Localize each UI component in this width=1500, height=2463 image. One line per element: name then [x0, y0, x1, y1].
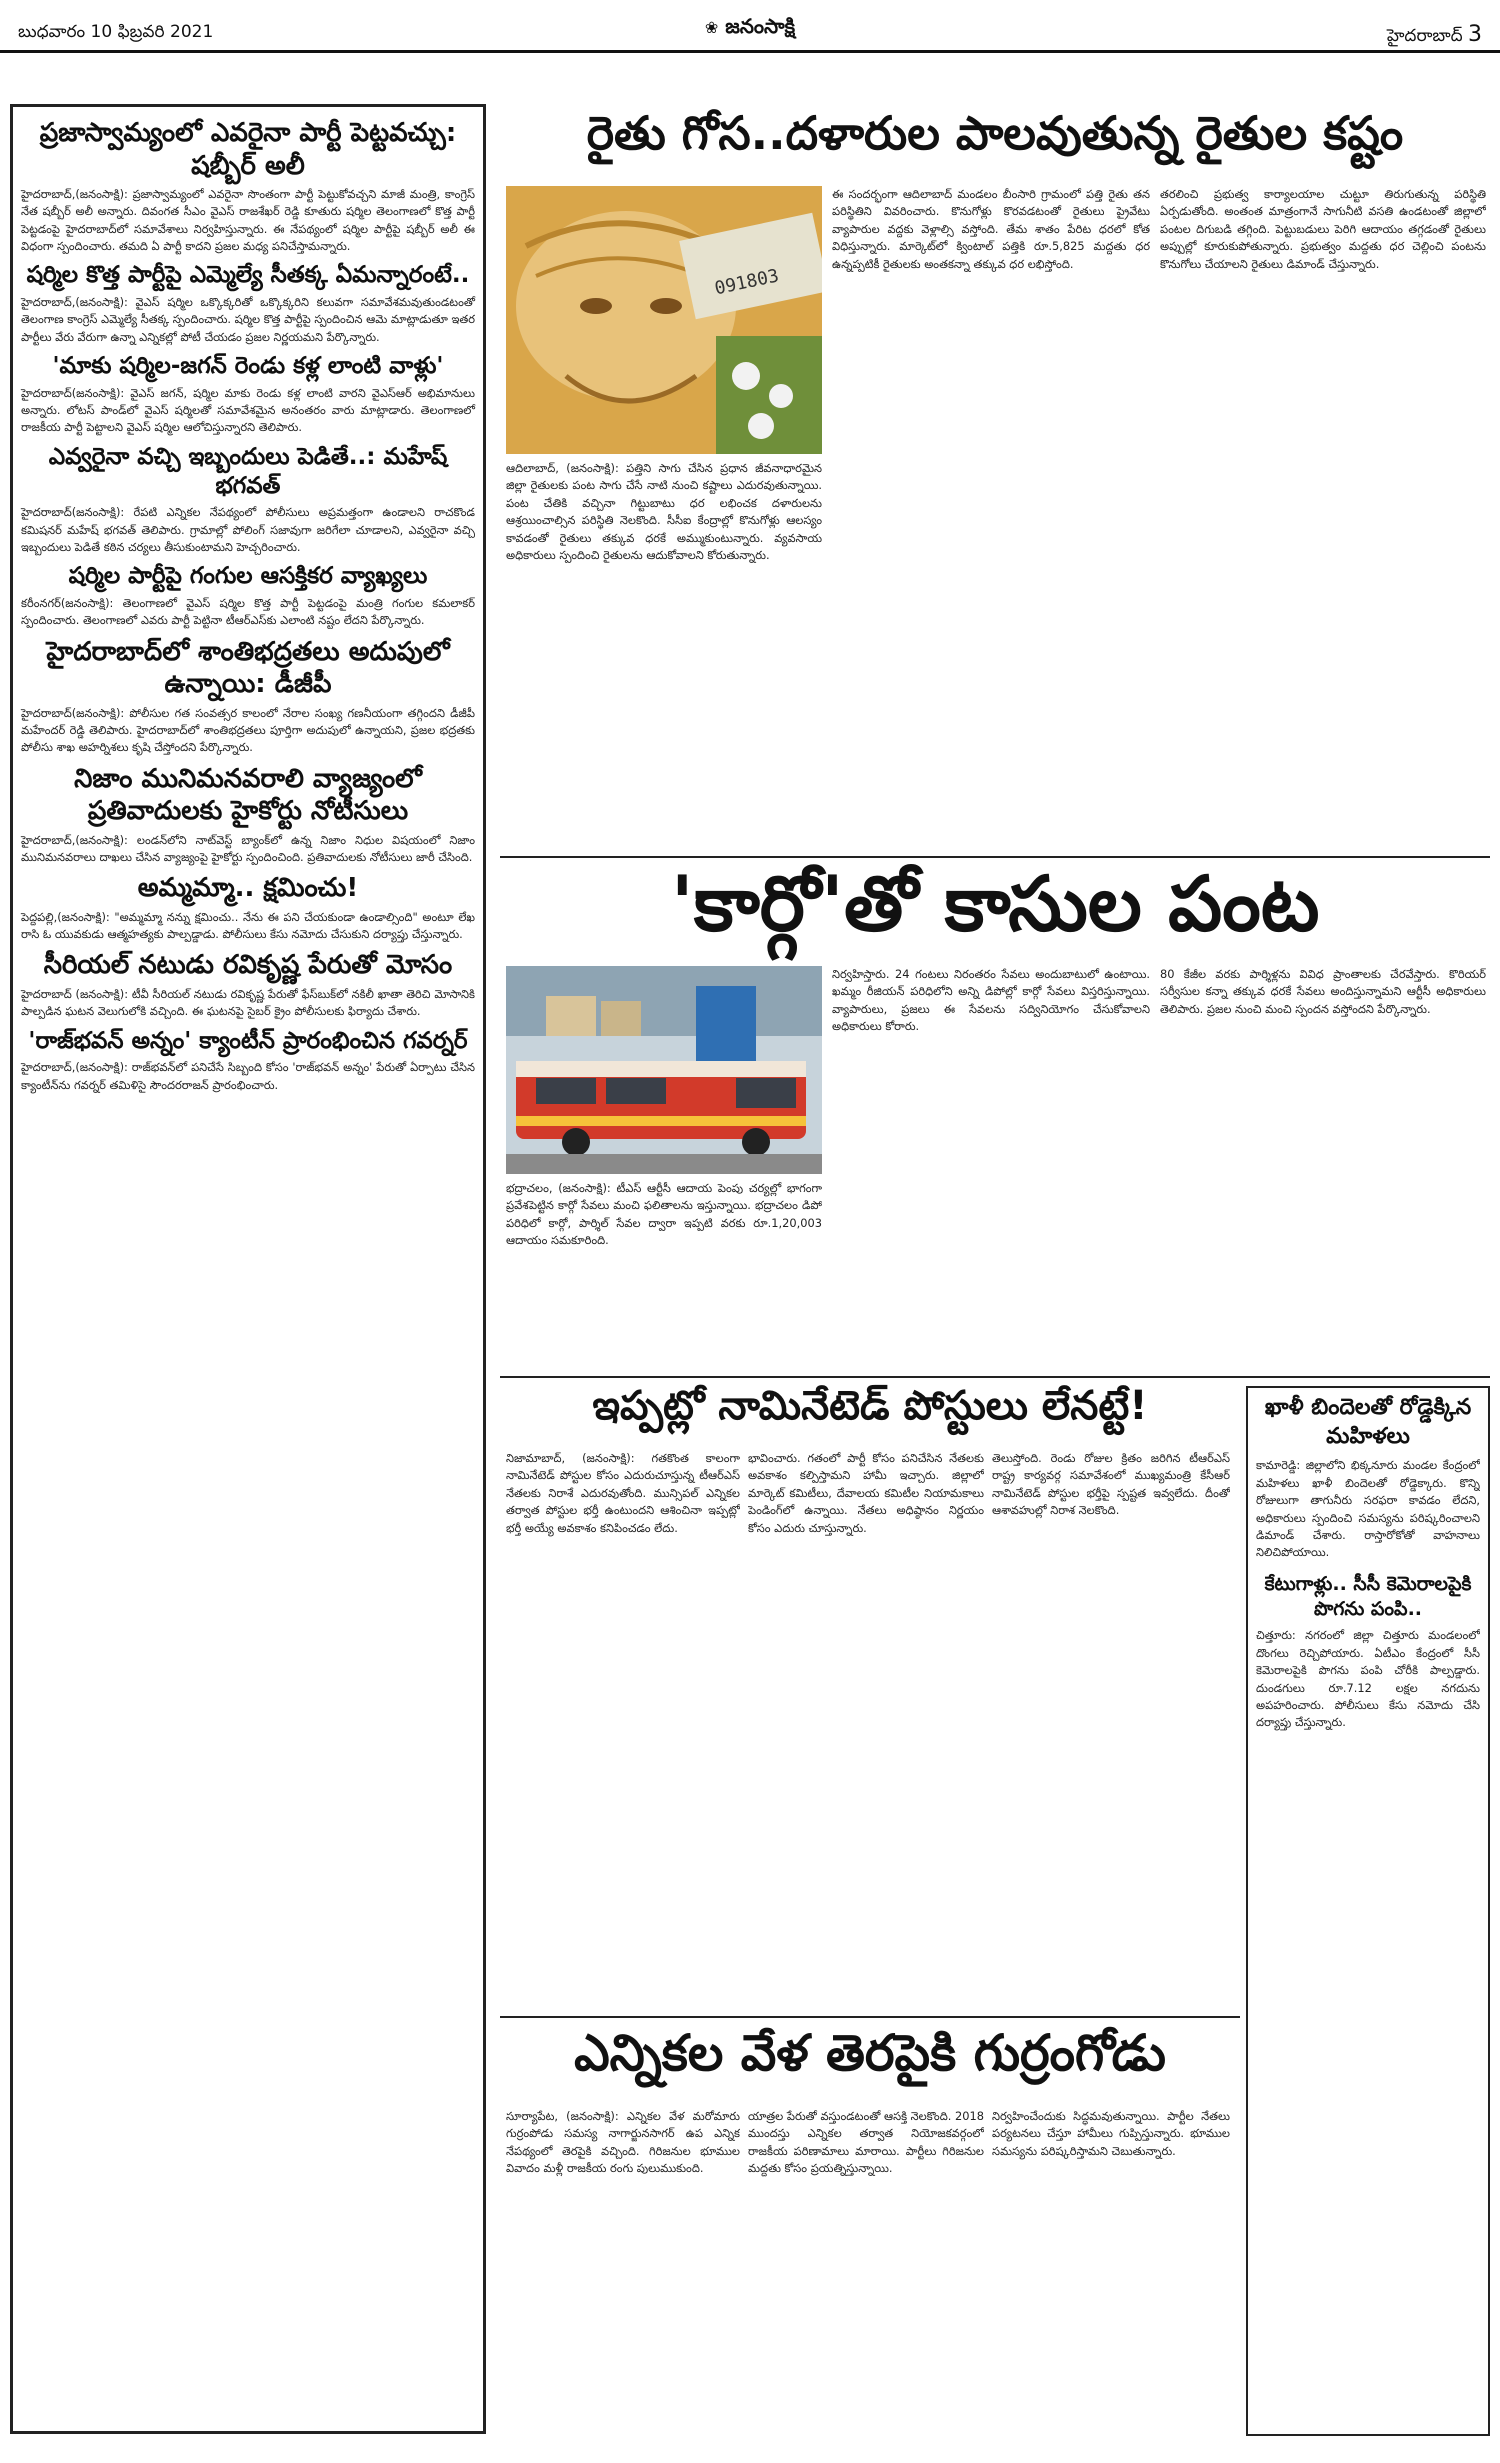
story-headline: కేటుగాళ్లు.. సీసీ కెమెరాలపైకి పొగను పంపి..	[1264, 1572, 1472, 1620]
header-rule	[0, 50, 1500, 53]
story-headline: ప్రజాస్వామ్యంలో ఎవరైనా పార్టీ పెట్టవచ్చు: షబ్బీర్‌ అలీ	[39, 118, 457, 181]
section-divider	[500, 856, 1490, 858]
city-name: హైదరాబాద్	[1386, 26, 1463, 46]
story-headline: అమ్మమ్మా.. క్షమించు!	[137, 873, 359, 904]
story-column: నిర్వహించేందుకు సిద్ధమవుతున్నాయి. పార్టీల నేతలు పర్యటనలు చేస్తూ హామీలు గుప్పిస్తున్నారు. భూముల సమస్యను పరిష్కరిస్తామని చెబుతున్నారు.	[992, 2109, 1230, 2158]
section-divider	[500, 2016, 1240, 2018]
masthead-logo: ❀ జనంసాక్షి	[704, 14, 796, 38]
story-column: తరలించి ప్రభుత్వ కార్యాలయాల చుట్టూ తిరుగుతున్న పరిస్థితి ఏర్పడుతోంది. అంతంత మాత్రంగానే సాగునీటి వసతి ఉండటంతో జిల్లాలో పంటల దిగుబడి తగ్గింది. పెట్టుబడులు పెరిగి ఆదాయం తగ్గడంతో రైతులు అప్పుల్లో కూరుకుపోతున్నారు. ప్రభుత్వం మద్దతు ధర చెల్లించి పంటను కొనుగోలు చేయాలని రైతులు డిమాండ్‌ చేస్తున్నారు.	[1160, 187, 1486, 271]
story-body: హైదరాబాద్‌,(జనంసాక్షి): రాజ్‌భవన్‌లో పనిచేసే సిబ్బంది కోసం 'రాజ్‌భవన్‌ అన్నం' పేరుతో ఏర్పాటు చేసిన క్యాంటీన్‌ను గవర్నర్‌ తమిళిసై సౌందరరాజన్‌ ప్రారంభించారు.	[21, 1060, 475, 1092]
gurramgodu-headline: ఎన్నికల వేళ తెరపైకి గుర్రంగోడు	[574, 2024, 1166, 2082]
issue-date: బుధవారం 10 ఫిబ్రవరి 2021	[18, 22, 214, 42]
left-news-column	[10, 104, 486, 2434]
story-column: తెలుస్తోంది. రెండు రోజుల క్రితం జరిగిన టీఆర్‌ఎస్‌ రాష్ట్ర కార్యవర్గ సమావేశంలో ముఖ్యమంత్రి కేసీఆర్‌ నామినేటెడ్‌ పోస్టుల భర్తీపై స్పష్టత ఇవ్వలేదు. దీంతో ఆశావహుల్లో నిరాశ నెలకొంది.	[992, 1451, 1230, 1518]
story-column: ఈ సందర్భంగా ఆదిలాబాద్‌ మండలం బీంసారి గ్రామంలో పత్తి రైతు తన పరిస్థితిని వివరించారు. కొనుగోళ్లు కొరవడటంతో రైతులు ప్రైవేటు వ్యాపారుల వద్దకు వెళ్లాల్సి వస్తోంది. తేమ శాతం పేరిట ధరలో కోత విధిస్తున్నారు. మార్కెట్‌లో క్వింటాల్‌ పత్తికి రూ.5,825 మద్దతు ధర ఉన్నప్పటికీ రైతులకు అంతకన్నా తక్కువ ధర లభిస్తోంది.	[832, 187, 1150, 271]
section-divider	[500, 1376, 1490, 1378]
masthead-text: జనంసాక్షి	[725, 14, 796, 38]
lead-story-headline: రైతు గోస..దళారుల పాలవుతున్న రైతుల కష్టం	[586, 106, 1404, 160]
story-headline: ఖాళీ బిందెలతో రోడ్డెక్కిన మహిళలు	[1264, 1395, 1472, 1449]
story-column: యాత్రల పేరుతో వస్తుండటంతో ఆసక్తి నెలకొంది. 2018 ముందస్తు ఎన్నికల తర్వాత నియోజకవర్గంలో రాజకీయ పరిణామాలు మారాయి. పార్టీలు గిరిజనుల మద్దతు కోసం ప్రయత్నిస్తున్నాయి.	[748, 2109, 984, 2176]
story-column: నిజామాబాద్‌, (జనంసాక్షి): గతకొంత కాలంగా నామినేటెడ్‌ పోస్టుల కోసం ఎదురుచూస్తున్న టీఆర్‌ఎస్‌ నేతలకు నిరాశే ఎదురవుతోంది. మున్సిపల్‌ ఎన్నికల తర్వాత పోస్టుల భర్తీ ఉంటుందని ఆశించినా ఇప్పట్లో భర్తీ అయ్యే అవకాశం కనిపించడం లేదు.	[506, 1451, 740, 1535]
story-body: హైదరాబాద్‌,(జనంసాక్షి): ప్రజాస్వామ్యంలో ఎవరైనా సొంతంగా పార్టీ పెట్టుకోవచ్చని మాజీ మంత్రి, కాంగ్రెస్‌ నేత షబ్బీర్‌ అలీ అన్నారు. దివంగత సీఎం వైఎస్‌ రాజశేఖర్‌ రెడ్డి కూతురు షర్మిల తెలంగాణలో కొత్త పార్టీ పెట్టడంపై హైదరాబాద్‌లో సమావేశాలు నిర్వహిస్తున్నారు. ఈ నేపథ్యంలో షర్మిల పార్టీపై షబ్బీర్‌ అలీ ఈ విధంగా స్పందించారు. తమది ఏ పార్టీ కాదని ప్రజల మధ్య పనిచేస్తామన్నారు.	[21, 187, 475, 253]
story-headline: హైదరాబాద్‌లో శాంతిభద్రతలు అదుపులో ఉన్నాయి: డీజీపీ	[46, 636, 450, 700]
story-column: ఆదిలాబాద్‌, (జనంసాక్షి): పత్తిని సాగు చేసిన ప్రధాన జీవనాధారమైన జిల్లా రైతులకు పంట సాగు చేసే నాటి నుంచి కష్టాలు ఎదురవుతున్నాయి. పంట చేతికి వచ్చినా గిట్టుబాటు ధర లభించక దళారులను ఆశ్రయించాల్సిన పరిస్థితి నెలకొంది. సీసీఐ కేంద్రాల్లో కొనుగోళ్లు ఆలస్యం కావడంతో రైతులు తక్కువ ధరకే అమ్ముకుంటున్నారు. వ్యవసాయ అధికారులు స్పందించి రైతులను ఆదుకోవాలని కోరుతున్నారు.	[506, 461, 822, 563]
story-headline: సీరియల్‌ నటుడు రవికృష్ణ పేరుతో మోసం	[43, 950, 453, 981]
story-body: హైదరాబాద్‌(జనంసాక్షి): రేపటి ఎన్నికల నేపథ్యంలో పోలీసులు అప్రమత్తంగా ఉండాలని రాచకొండ కమిషనర్‌ మహేష్‌ భగవత్‌ తెలిపారు. గ్రామాల్లో పోలింగ్‌ సజావుగా జరిగేలా చూడాలని, ఎవ్వరైనా వచ్చి ఇబ్బందులు పెడితే కఠిన చర్యలు తీసుకుంటామని హెచ్చరించారు.	[21, 505, 475, 554]
story-headline: ఎవ్వరైనా వచ్చి ఇబ్బందులు పెడితే..: మహేష్‌ భగవత్‌	[48, 443, 448, 499]
story-column: సూర్యాపేట, (జనంసాక్షి): ఎన్నికల వేళ మరోమారు గుర్రంపోడు సమస్య నాగార్జునసాగర్‌ ఉప ఎన్నిక నేపథ్యంలో తెరపైకి వచ్చింది. గిరిజనుల భూముల వివాదం మళ్లీ రాజకీయ రంగు పులుముకుంది.	[506, 2109, 740, 2176]
story-column: 80 కేజీల వరకు పార్శిళ్లను వివిధ ప్రాంతాలకు చేరవేస్తారు. కొరియర్‌ సర్వీసుల కన్నా తక్కువ ధరకే సేవలు అందిస్తున్నామని ఆర్టీసీ అధికారులు తెలిపారు. ప్రజల నుంచి మంచి స్పందన వస్తోందని పేర్కొన్నారు.	[1160, 967, 1486, 1016]
story-body: హైదరాబాద్‌,(జనంసాక్షి): లండన్‌లోని నాట్‌వెస్ట్‌ బ్యాంక్‌లో ఉన్న నిజాం నిధుల విషయంలో నిజాం మునిమనవరాలు దాఖలు చేసిన వ్యాజ్యంపై హైకోర్టు స్పందించింది. ప్రతివాదులకు నోటీసులు జారీ చేసింది.	[21, 832, 475, 864]
rtc-cargo-bus-photo	[506, 966, 822, 1174]
story-body: హైదరాబాద్‌(జనంసాక్షి): వైఎస్‌ జగన్‌, షర్మిల మాకు రెండు కళ్ల లాంటి వారని వైఎస్‌ఆర్‌ అభిమానులు అన్నారు. లోటస్‌ పాండ్‌లో వైఎస్‌ షర్మిలతో సమావేశమైన అనంతరం వారు మాట్లాడారు. తెలంగాణలో రాజకీయ పార్టీ పెట్టాలని వైఎస్‌ షర్మిల ఆలోచిస్తున్నారని తెలిపారు.	[21, 385, 475, 435]
story-body: హైదరాబాద్‌ (జనంసాక్షి): టీవీ సీరియల్‌ నటుడు రవికృష్ణ పేరుతో ఫేస్‌బుక్‌లో నకిలీ ఖాతా తెరిచి మోసానికి పాల్పడిన ఘటన వెలుగులోకి వచ్చింది. ఈ ఘటనపై సైబర్‌ క్రైం పోలీసులకు ఫిర్యాదు చేశారు.	[21, 986, 475, 1019]
edition-city	[1387, 22, 1482, 50]
story-column: భావించారు. గతంలో పార్టీ కోసం పనిచేసిన నేతలకు అవకాశం కల్పిస్తామని హామీ ఇచ్చారు. జిల్లాలో మార్కెట్‌ కమిటీలు, దేవాలయ కమిటీల నియామకాలు పెండింగ్‌లో ఉన్నాయి. నేతలు అధిష్ఠానం నిర్ణయం కోసం ఎదురు చూస్తున్నారు.	[748, 1451, 984, 1535]
cargo-headline: 'కార్గో'తో కాసుల పంట	[670, 859, 1320, 948]
story-body: కరీంనగర్‌(జనంసాక్షి): తెలంగాణలో వైఎస్‌ షర్మిల కొత్త పార్టీ పెట్టడంపై మంత్రి గంగుల కమలాకర్‌ స్పందించారు. తెలంగాణలో ఎవరు పార్టీ పెట్టినా టీఆర్‌ఎస్‌కు ఎలాంటి నష్టం లేదని పేర్కొన్నారు.	[21, 596, 475, 628]
story-body: చిత్తూరు: నగరంలో జిల్లా చిత్తూరు మండలంలో దొంగలు రెచ్చిపోయారు. ఏటీఎం కేంద్రంలో సీసీ కెమెరాలపైకి పొగను పంపి చోరీకి పాల్పడ్డారు. దుండగులు రూ.7.12 లక్షల నగదును అపహరించారు. పోలీసులు కేసు నమోదు చేసి దర్యాప్తు చేస్తున్నారు.	[1256, 1628, 1480, 1730]
story-body: హైదరాబాద్‌(జనంసాక్షి): పోలీసుల గత సంవత్సర కాలంలో నేరాల సంఖ్య గణనీయంగా తగ్గిందని డీజీపీ మహేందర్‌ రెడ్డి తెలిపారు. హైదరాబాద్‌లో శాంతిభద్రతలు పూర్తిగా అదుపులో ఉన్నాయని, ప్రజల భద్రతకు పోలీసు శాఖ అహర్నిశలు కృషి చేస్తోందని పేర్కొన్నారు.	[21, 705, 475, 755]
story-headline: 'మాకు షర్మిల-జగన్‌ రెండు కళ్ల లాంటి వాళ్లు'	[52, 353, 444, 380]
nominated-posts-headline: ఇప్పట్లో నామినేటెడ్‌ పోస్టులు లేనట్టే!	[592, 1383, 1148, 1429]
story-body: పెద్దపల్లి,(జనంసాక్షి): "అమ్మమ్మా నన్ను క్షమించు.. నేను ఈ పని చేయకుండా ఉండాల్సింది" అంటూ లేఖ రాసి ఓ యువకుడు ఆత్మహత్యకు పాల్పడ్డాడు. పోలీసులు కేసు నమోదు చేసుకుని దర్యాప్తు చేస్తున్నారు.	[21, 909, 475, 942]
story-headline: నిజాం మునిమనవరాలి వ్యాజ్యంలో ప్రతివాదులకు హైకోర్టు నోటీసులు	[74, 763, 422, 827]
svg-text:091803: 091803	[712, 265, 781, 300]
story-headline: షర్మిల పార్టీపై గంగుల ఆసక్తికర వ్యాఖ్యలు	[68, 563, 428, 590]
story-body: కామారెడ్డి: జిల్లాలోని భిక్కనూరు మండల కేంద్రంలో మహిళలు ఖాళీ బిందెలతో రోడ్డెక్కారు. కొన్ని రోజులుగా తాగునీరు సరఫరా కావడం లేదని, అధికారులు స్పందించి సమస్యను పరిష్కరించాలని డిమాండ్‌ చేశారు. రాస్తారోకోతో వాహనాలు నిలిచిపోయాయి.	[1256, 1458, 1480, 1560]
story-headline: 'రాజ్‌భవన్‌ అన్నం' క్యాంటీన్‌ ప్రారంభించిన గవర్నర్‌	[28, 1027, 468, 1054]
story-body: హైదరాబాద్‌,(జనంసాక్షి): వైఎస్‌ షర్మిల ఒక్కొక్కరితో ఒక్కొక్కరిని కలువగా సమావేశమవుతుండటంతో తెలంగాణ కాంగ్రెస్‌ ఎమ్మెల్యే సీతక్క స్పందించారు. షర్మిల కొత్త పార్టీపై స్పందించిన ఆమె మాట్లాడుతూ ఇతర పార్టీలు వేరు వేరుగా ఉన్నా ఎన్నికల్లో పోటీ చేయడం ప్రజల నిర్ణయమని పేర్కొన్నారు.	[21, 295, 475, 344]
story-column: భద్రాచలం, (జనంసాక్షి): టీఎస్‌ ఆర్టీసీ ఆదాయ పెంపు చర్యల్లో భాగంగా ప్రవేశపెట్టిన కార్గో సేవలు మంచి ఫలితాలను ఇస్తున్నాయి. భద్రాచలం డిపో పరిధిలో కార్గో, పార్శిల్‌ సేవల ద్వారా ఇప్పటి వరకు రూ.1,20,003 ఆదాయం సమకూరింది.	[506, 1181, 822, 1248]
story-column: నిర్వహిస్తారు. 24 గంటలు నిరంతరం సేవలు అందుబాటులో ఉంటాయి. ఖమ్మం రీజియన్‌ పరిధిలోని అన్ని డిపోల్లో కార్గో సేవలు విస్తరిస్తున్నాయి. వ్యాపారులు, ప్రజలు ఈ సేవలను సద్వినియోగం చేసుకోవాలని అధికారులు కోరారు.	[832, 967, 1150, 1034]
right-boxed-stories	[1246, 1386, 1490, 2436]
farmer-photo	[506, 186, 822, 454]
story-headline: షర్మిల కొత్త పార్టీపై ఎమ్మెల్యే సీతక్క ఏమన్నారంటే..	[26, 262, 470, 289]
page-number: 3	[1468, 22, 1482, 47]
